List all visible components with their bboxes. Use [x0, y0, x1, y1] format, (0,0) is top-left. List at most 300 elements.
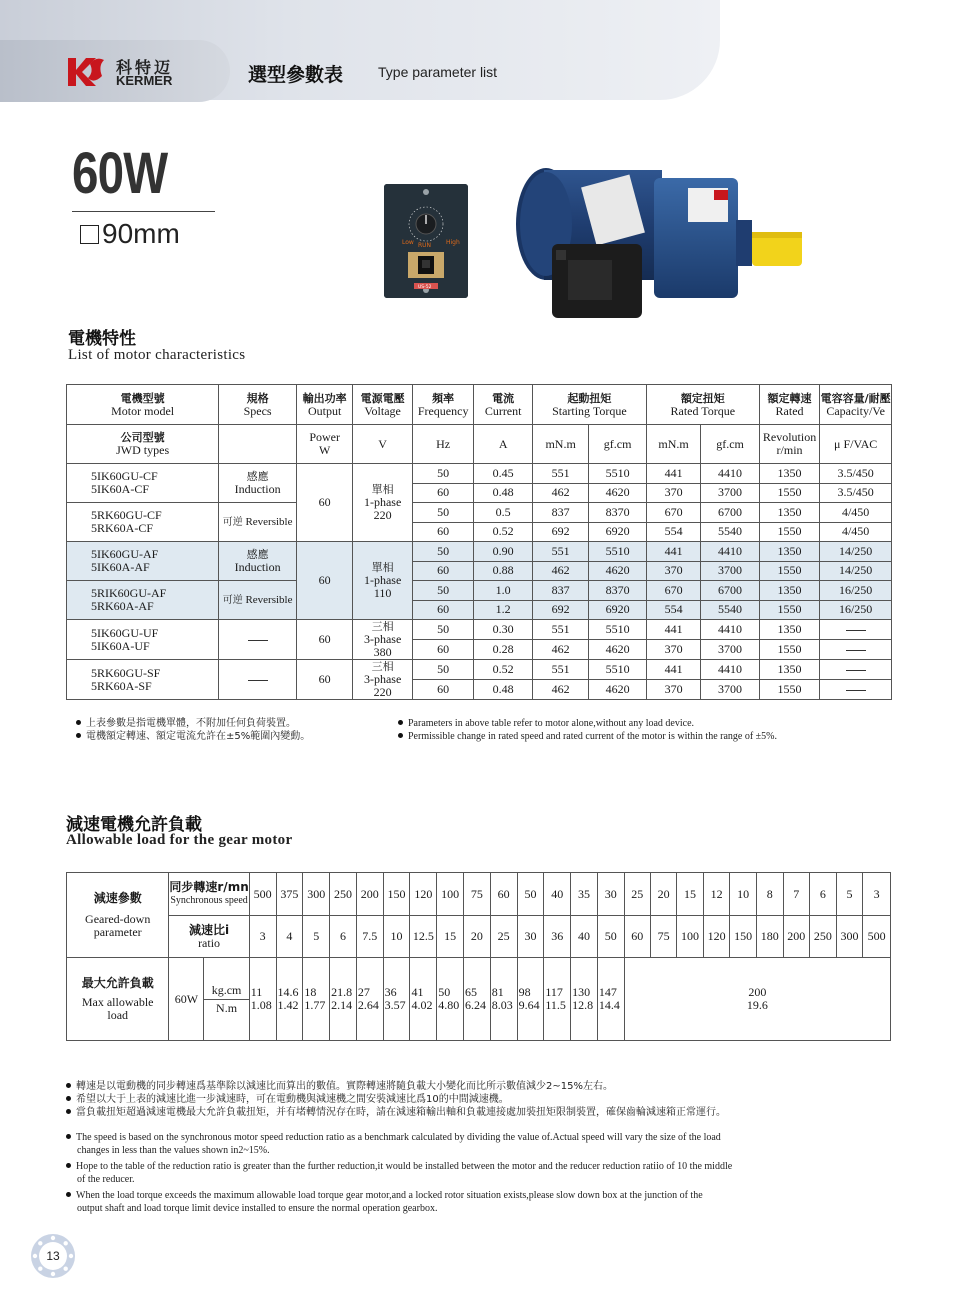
motor-section-title-cn: 電機特性	[68, 329, 136, 349]
header-rated-speed	[759, 385, 820, 425]
header-output	[296, 385, 352, 425]
ratio-label	[169, 916, 249, 958]
ratio-value: 12.5	[410, 916, 437, 958]
dash-symbol	[846, 650, 866, 651]
frequency-cell: 50	[412, 620, 474, 640]
max-load-units	[204, 958, 249, 1041]
frequency-cell: 50	[412, 503, 474, 523]
capacitor-cell: 14/250	[820, 561, 892, 581]
dash-symbol	[846, 690, 866, 691]
motor-table-body	[67, 385, 892, 700]
spec-cell	[219, 542, 297, 581]
motor-model-name: 5IK60GU-CF	[91, 469, 158, 483]
motor-model-name: 5RK60A-SF	[91, 678, 152, 693]
table-row	[67, 620, 892, 640]
header-voltage-en: Voltage	[364, 403, 401, 418]
max-load-value	[410, 958, 437, 1041]
starting-torque-mnm-cell: 462	[532, 561, 588, 581]
gear-note-cn-3-text: 當負載扭矩超過減速電機最大允許負載扭矩，并有堵轉情況存在時，請在減速箱輸出軸和負載連接處加裝扭矩限制裝置，確保齒輪減速箱正常運行。	[76, 1107, 726, 1118]
spec-en: Induction	[234, 560, 281, 574]
header-current	[474, 385, 532, 425]
frame-size	[80, 218, 180, 250]
rated-torque-gfcm-cell: 4410	[701, 542, 759, 562]
motor-model-cell	[67, 542, 219, 581]
page-title-cn: 選型參數表	[248, 64, 344, 86]
max-load-value	[517, 958, 544, 1041]
current-cell: 0.28	[474, 640, 532, 660]
current-cell: 0.52	[474, 522, 532, 542]
frequency-cell: 60	[412, 600, 474, 620]
gear-note-en-1	[66, 1131, 886, 1157]
header-starting-torque-cn: 起動扭矩	[567, 391, 612, 405]
unit-frequency: Hz	[412, 425, 474, 464]
dash-symbol	[248, 680, 268, 681]
capacitor-cell: 4/450	[820, 522, 892, 542]
max-load-kgcm: 117	[545, 985, 563, 999]
sync-speed-value: 6	[810, 873, 837, 916]
unit-speed	[759, 425, 820, 464]
motor-section-title-en: List of motor characteristics	[68, 347, 246, 363]
max-load-nm: 4.80	[438, 998, 460, 1012]
ratio-value: 15	[437, 916, 464, 958]
motor-model-name: 5IK60GU-UF	[91, 625, 159, 640]
gear-notes-en	[66, 1131, 886, 1215]
max-load-nm: 8.03	[491, 998, 513, 1012]
starting-torque-mnm-cell: 462	[532, 680, 588, 700]
sync-speed-cn: 同步轉速r/mn	[169, 880, 249, 894]
starting-torque-gfcm-cell: 6920	[589, 522, 646, 542]
spec-cn: 可逆	[222, 594, 243, 606]
capacitor-cell: 16/250	[820, 581, 892, 601]
kermer-logo-icon	[66, 54, 108, 90]
starting-torque-mnm-cell: 837	[532, 503, 588, 523]
header-output-cn: 輸出功率	[302, 391, 347, 405]
max-load-kgcm: 18	[304, 985, 317, 999]
max-load-kgcm: 11	[250, 985, 263, 999]
gear-notes-cn	[66, 1080, 726, 1119]
starting-torque-gfcm-cell: 4620	[589, 640, 646, 660]
unit-nm: N.m	[216, 1000, 238, 1015]
starting-torque-gfcm-cell: 5510	[589, 542, 646, 562]
voltage-phase: 1-phase	[363, 573, 402, 587]
max-load-power: 60W	[169, 958, 204, 1041]
sync-speed-value: 15	[677, 873, 704, 916]
motor-model-name: 5RK60GU-CF	[91, 508, 162, 522]
max-load-value	[544, 958, 571, 1041]
current-cell: 0.52	[474, 660, 532, 680]
table-row	[67, 660, 892, 680]
output-power-cell: 60	[296, 660, 352, 700]
dash-symbol	[846, 630, 866, 631]
frequency-cell: 50	[412, 581, 474, 601]
rated-torque-gfcm-cell: 3700	[701, 483, 759, 503]
unit-speed-revolution: Revolution	[762, 430, 817, 444]
max-load-nm: 6.24	[465, 998, 486, 1012]
spec-cell	[219, 620, 297, 660]
starting-torque-gfcm-cell: 6920	[589, 600, 646, 620]
brand-name-cn: 科特迈	[116, 58, 174, 77]
rated-speed-cell: 1550	[759, 483, 820, 503]
ratio-value: 36	[544, 916, 571, 958]
spec-cn: 可逆	[222, 516, 243, 528]
brand-name-en: KERMER	[116, 73, 173, 88]
ratio-value: 60	[624, 916, 650, 958]
starting-torque-mnm-cell: 551	[532, 464, 588, 484]
max-load-nm: 12.8	[572, 998, 594, 1012]
rated-torque-mnm-cell: 370	[646, 483, 700, 503]
voltage-cn: 三相	[371, 620, 394, 633]
max-load-cn: 最大允許負載	[81, 975, 154, 990]
output-power-cell: 60	[296, 464, 352, 542]
current-cell: 1.2	[474, 600, 532, 620]
sync-speed-value: 120	[410, 873, 437, 916]
current-cell: 1.0	[474, 581, 532, 601]
power-rating: 60W	[72, 141, 168, 206]
starting-torque-mnm-cell: 551	[532, 620, 588, 640]
max-load-kgcm: 98	[518, 985, 531, 999]
max-load-value	[571, 958, 598, 1041]
max-load-kgcm: 65	[465, 985, 477, 999]
gear-note-en-3-line2: output shaft and load torque limit device installed to ensure the normal operation gearbox.	[77, 1203, 438, 1214]
sync-speed-value: 75	[464, 873, 491, 916]
gear-note-cn-3	[66, 1106, 726, 1119]
header-frequency-cn: 頻率	[432, 391, 455, 405]
table-unit-row	[67, 425, 892, 464]
rated-torque-mnm-cell: 441	[646, 660, 700, 680]
current-cell: 0.45	[474, 464, 532, 484]
motor-model-name: 5RIK60GU-AF	[91, 586, 167, 600]
table-header-row	[67, 385, 892, 425]
page-title-en: Type parameter list	[378, 64, 498, 80]
max-load-kgcm: 27	[357, 985, 370, 999]
spec-en: Reversible	[245, 515, 293, 528]
ratio-value: 4	[276, 916, 303, 958]
motor-model-cell	[67, 620, 219, 660]
starting-torque-mnm-cell: 692	[532, 522, 588, 542]
header-rated-torque	[646, 385, 759, 425]
starting-torque-gfcm-cell: 5510	[589, 464, 646, 484]
motor-model-name: 5IK60A-AF	[91, 560, 150, 574]
max-load-kgcm: 50	[438, 985, 451, 999]
motor-notes-cn	[76, 717, 310, 743]
ratio-value: 6	[330, 916, 357, 958]
sync-speed-value: 8	[756, 873, 783, 916]
max-load-en2: load	[107, 1007, 129, 1022]
ratio-value: 120	[703, 916, 730, 958]
page-number-badge	[30, 1233, 76, 1279]
current-cell: 0.88	[474, 561, 532, 581]
motor-model-name: 5RK60GU-SF	[91, 665, 161, 680]
sync-speed-value: 7	[783, 873, 810, 916]
spec-cn: 感應	[246, 470, 269, 483]
max-load-label	[67, 958, 169, 1041]
starting-torque-mnm-cell: 462	[532, 483, 588, 503]
sync-speed-label	[169, 873, 249, 916]
spec-cell	[219, 464, 297, 503]
max-load-nm: 14.4	[598, 998, 620, 1012]
frequency-cell: 60	[412, 640, 474, 660]
motor-note-en-2-text: Permissible change in rated speed and rated current of the motor is within the range of ±5%.	[408, 731, 777, 742]
sync-speed-value: 150	[383, 873, 410, 916]
rated-speed-cell: 1550	[759, 561, 820, 581]
header-frequency	[412, 385, 474, 425]
table-row	[67, 542, 892, 562]
starting-torque-gfcm-cell: 4620	[589, 680, 646, 700]
header-capacitor-cn: 電容容量/耐壓	[820, 391, 891, 405]
voltage-cn: 三相	[371, 660, 394, 673]
max-load-kgcm: 147	[598, 985, 617, 999]
rated-torque-mnm-cell: 370	[646, 640, 700, 660]
gear-motor-image	[508, 160, 808, 330]
ratio-value: 30	[517, 916, 544, 958]
bullet-icon	[66, 1109, 71, 1114]
max-load-value	[597, 958, 624, 1041]
ratio-value: 25	[490, 916, 517, 958]
voltage-value: 110	[373, 586, 392, 600]
ratio-value: 180	[756, 916, 783, 958]
geared-down-parameter-en2: parameter	[93, 924, 142, 939]
gear-note-en-2-line2: of the reducer.	[77, 1174, 135, 1185]
capacitor-cell	[820, 680, 892, 700]
current-cell: 0.48	[474, 680, 532, 700]
ratio-value: 250	[810, 916, 837, 958]
motor-note-en-1-text: Parameters in above table refer to motor alone,without any load device.	[408, 718, 695, 729]
motor-characteristics-table	[66, 384, 892, 700]
rated-torque-mnm-cell: 554	[646, 522, 700, 542]
gear-note-cn-2-text: 希望以大于上表的減速比進一步減速時，可在電動機與減速機之間安裝減速比爲10的中間減速機。	[76, 1094, 509, 1105]
max-load-nm: 4.02	[411, 998, 433, 1012]
bullet-icon	[398, 720, 403, 725]
spec-line	[219, 594, 296, 607]
sync-speed-value: 20	[650, 873, 676, 916]
sync-speed-value: 5	[836, 873, 863, 916]
rated-torque-mnm-cell: 554	[646, 600, 700, 620]
bullet-icon	[66, 1134, 71, 1139]
rated-torque-gfcm-cell: 5540	[701, 522, 759, 542]
max-load-kgcm: 21.8	[331, 985, 353, 999]
header-rated-speed-cn: 額定轉速	[767, 391, 812, 405]
ratio-row	[67, 916, 891, 958]
voltage-cell	[353, 542, 413, 620]
capacitor-cell	[820, 620, 892, 640]
header-model-cn: 電機型號	[120, 391, 165, 405]
starting-torque-gfcm-cell: 5510	[589, 620, 646, 640]
spec-cn: 感應	[246, 548, 269, 561]
motor-note-cn-2	[76, 730, 310, 743]
starting-torque-gfcm-cell: 4620	[589, 483, 646, 503]
sync-speed-value: 40	[544, 873, 571, 916]
voltage-cn: 單相	[371, 561, 394, 574]
max-load-nm: 9.64	[518, 998, 540, 1012]
starting-torque-mnm-cell: 692	[532, 600, 588, 620]
header-capacitor	[820, 385, 892, 425]
header-rated-speed-en: Rated	[775, 403, 804, 418]
table-row	[67, 464, 892, 484]
motor-model-name: 5RK60A-CF	[91, 521, 154, 535]
starting-torque-mnm-cell: 837	[532, 581, 588, 601]
current-cell: 0.90	[474, 542, 532, 562]
spec-line	[219, 516, 296, 529]
bullet-icon	[66, 1096, 71, 1101]
voltage-cell	[353, 464, 413, 542]
voltage-cn: 單相	[371, 483, 394, 496]
ratio-value: 20	[464, 916, 491, 958]
current-cell: 0.30	[474, 620, 532, 640]
starting-torque-mnm-cell: 551	[532, 660, 588, 680]
spec-en: Induction	[234, 482, 281, 496]
output-power-cell: 60	[296, 542, 352, 620]
starting-torque-gfcm-cell: 4620	[589, 561, 646, 581]
header-model	[67, 385, 219, 425]
frequency-cell: 50	[412, 542, 474, 562]
frequency-cell: 60	[412, 680, 474, 700]
motor-model-name: 5IK60GU-AF	[91, 547, 159, 561]
rated-torque-gfcm-cell: 6700	[701, 503, 759, 523]
max-load-nm: 1.42	[277, 998, 299, 1012]
starting-torque-mnm-cell: 462	[532, 640, 588, 660]
header-voltage	[353, 385, 413, 425]
frame-size-value: 90mm	[102, 218, 180, 249]
capacitor-cell: 4/450	[820, 503, 892, 523]
current-cell: 0.5	[474, 503, 532, 523]
starting-torque-mnm-cell: 551	[532, 542, 588, 562]
frequency-cell: 50	[412, 464, 474, 484]
header-model-en: Motor model	[111, 403, 175, 418]
frequency-cell: 60	[412, 522, 474, 542]
rated-torque-mnm-cell: 370	[646, 680, 700, 700]
rated-torque-mnm-cell: 370	[646, 561, 700, 581]
rated-speed-cell: 1350	[759, 660, 820, 680]
rated-torque-mnm-cell: 441	[646, 620, 700, 640]
gear-note-en-2	[66, 1160, 886, 1186]
ratio-en: ratio	[198, 935, 221, 950]
bullet-icon	[398, 733, 403, 738]
max-load-kgcm: 36	[384, 985, 397, 999]
speed-row	[67, 873, 891, 916]
rated-speed-cell: 1550	[759, 680, 820, 700]
unit-voltage: V	[353, 425, 413, 464]
motor-model-name: 5RK60A-AF	[91, 599, 154, 613]
rated-speed-cell: 1550	[759, 640, 820, 660]
capacitor-cell: 14/250	[820, 542, 892, 562]
ratio-value: 3	[249, 916, 276, 958]
header-capacitor-en: Capacity/Ve	[826, 403, 885, 418]
motor-note-cn-1-text: 上表參數是指電機單體，不附加任何負荷裝置。	[86, 718, 296, 729]
gear-section-title-cn: 減速電機允許負載	[66, 815, 202, 835]
ratio-value: 50	[597, 916, 624, 958]
ratio-value: 300	[836, 916, 863, 958]
frequency-cell: 50	[412, 660, 474, 680]
gear-note-en-1-line2: changes in less than the values shown in2~15%.	[77, 1145, 270, 1156]
gear-note-en-3	[66, 1189, 886, 1215]
rated-torque-gfcm-cell: 4410	[701, 464, 759, 484]
ratio-value: 200	[783, 916, 810, 958]
rated-speed-cell: 1350	[759, 464, 820, 484]
capacitor-cell: 16/250	[820, 600, 892, 620]
capacitor-cell: 3.5/450	[820, 464, 892, 484]
ratio-value: 40	[571, 916, 598, 958]
header-jwd	[67, 425, 219, 464]
starting-torque-gfcm-cell: 5510	[589, 660, 646, 680]
ratio-value: 5	[303, 916, 330, 958]
max-load-value-uniform	[624, 958, 890, 1041]
capacitor-cell: 3.5/450	[820, 483, 892, 503]
sync-speed-value: 375	[276, 873, 303, 916]
rated-torque-gfcm-cell: 3700	[701, 561, 759, 581]
geared-down-parameter	[67, 873, 169, 958]
max-load-nm: 2.14	[331, 998, 353, 1012]
rated-torque-mnm-cell: 670	[646, 503, 700, 523]
max-load-kgcm: 200	[748, 985, 767, 999]
ratio-value: 10	[383, 916, 410, 958]
frequency-cell: 60	[412, 483, 474, 503]
controller-run-label: RUN	[418, 242, 432, 249]
geared-down-parameter-en1: Geared-down	[85, 911, 151, 926]
gear-note-en-3-line1: When the load torque exceeds the maximum allowable load torque gear motor,and a locked rotor situation exists,please slow down box at the junction of the	[76, 1190, 703, 1201]
motor-note-en-2	[398, 730, 777, 743]
sync-speed-value: 200	[356, 873, 383, 916]
ratio-cn: 減速比i	[189, 922, 230, 937]
current-cell: 0.48	[474, 483, 532, 503]
voltage-cell	[353, 620, 413, 660]
max-load-value	[330, 958, 357, 1041]
frequency-cell: 60	[412, 561, 474, 581]
ratio-value: 500	[863, 916, 891, 958]
max-load-value	[464, 958, 491, 1041]
max-load-row	[67, 958, 891, 1041]
capacitor-cell	[820, 640, 892, 660]
max-load-value	[356, 958, 383, 1041]
max-load-kgcm: 130	[572, 985, 591, 999]
max-load-nm: 3.57	[384, 998, 406, 1012]
unit-start-mnm: mN.m	[532, 425, 588, 464]
rated-torque-gfcm-cell: 6700	[701, 581, 759, 601]
gear-note-cn-1	[66, 1080, 726, 1093]
voltage-phase: 3-phase	[363, 632, 402, 646]
header-output-en: Output	[307, 403, 342, 418]
max-load-value	[249, 958, 276, 1041]
gear-load-table	[66, 872, 891, 1041]
logo-background	[0, 40, 230, 102]
bullet-icon	[66, 1163, 71, 1168]
sync-speed-value: 12	[703, 873, 730, 916]
bullet-icon	[66, 1192, 71, 1197]
controller-tag: US-52	[418, 285, 432, 290]
bullet-icon	[66, 1083, 71, 1088]
unit-rated-mnm: mN.m	[646, 425, 700, 464]
max-load-value	[490, 958, 517, 1041]
unit-speed-rpm: r/min	[776, 443, 803, 457]
max-load-value	[437, 958, 464, 1041]
header-jwd-cn: 公司型號	[120, 431, 165, 444]
max-load-kgcm: 41	[411, 985, 424, 999]
page-number: 13	[46, 1249, 60, 1263]
spec-cell	[219, 660, 297, 700]
motor-model-cell	[67, 660, 219, 700]
unit-specs	[219, 425, 297, 464]
voltage-value: 220	[373, 685, 392, 699]
geared-down-parameter-cn: 減速參數	[93, 890, 142, 905]
motor-model-cell	[67, 503, 219, 542]
sync-speed-value: 250	[330, 873, 357, 916]
gear-note-en-2-line1: Hope to the table of the reduction ratio is greater than the further reduction,it would be installed between the motor and the reducer reduction ratiio of 10 the middle	[76, 1161, 733, 1172]
sync-speed-value: 10	[730, 873, 757, 916]
motor-model-name: 5IK60A-UF	[91, 638, 150, 653]
rated-speed-cell: 1550	[759, 600, 820, 620]
gear-section-title-en: Allowable load for the gear motor	[66, 832, 293, 848]
max-load-nm: 1.08	[250, 998, 272, 1012]
max-load-kgcm: 81	[491, 985, 504, 999]
